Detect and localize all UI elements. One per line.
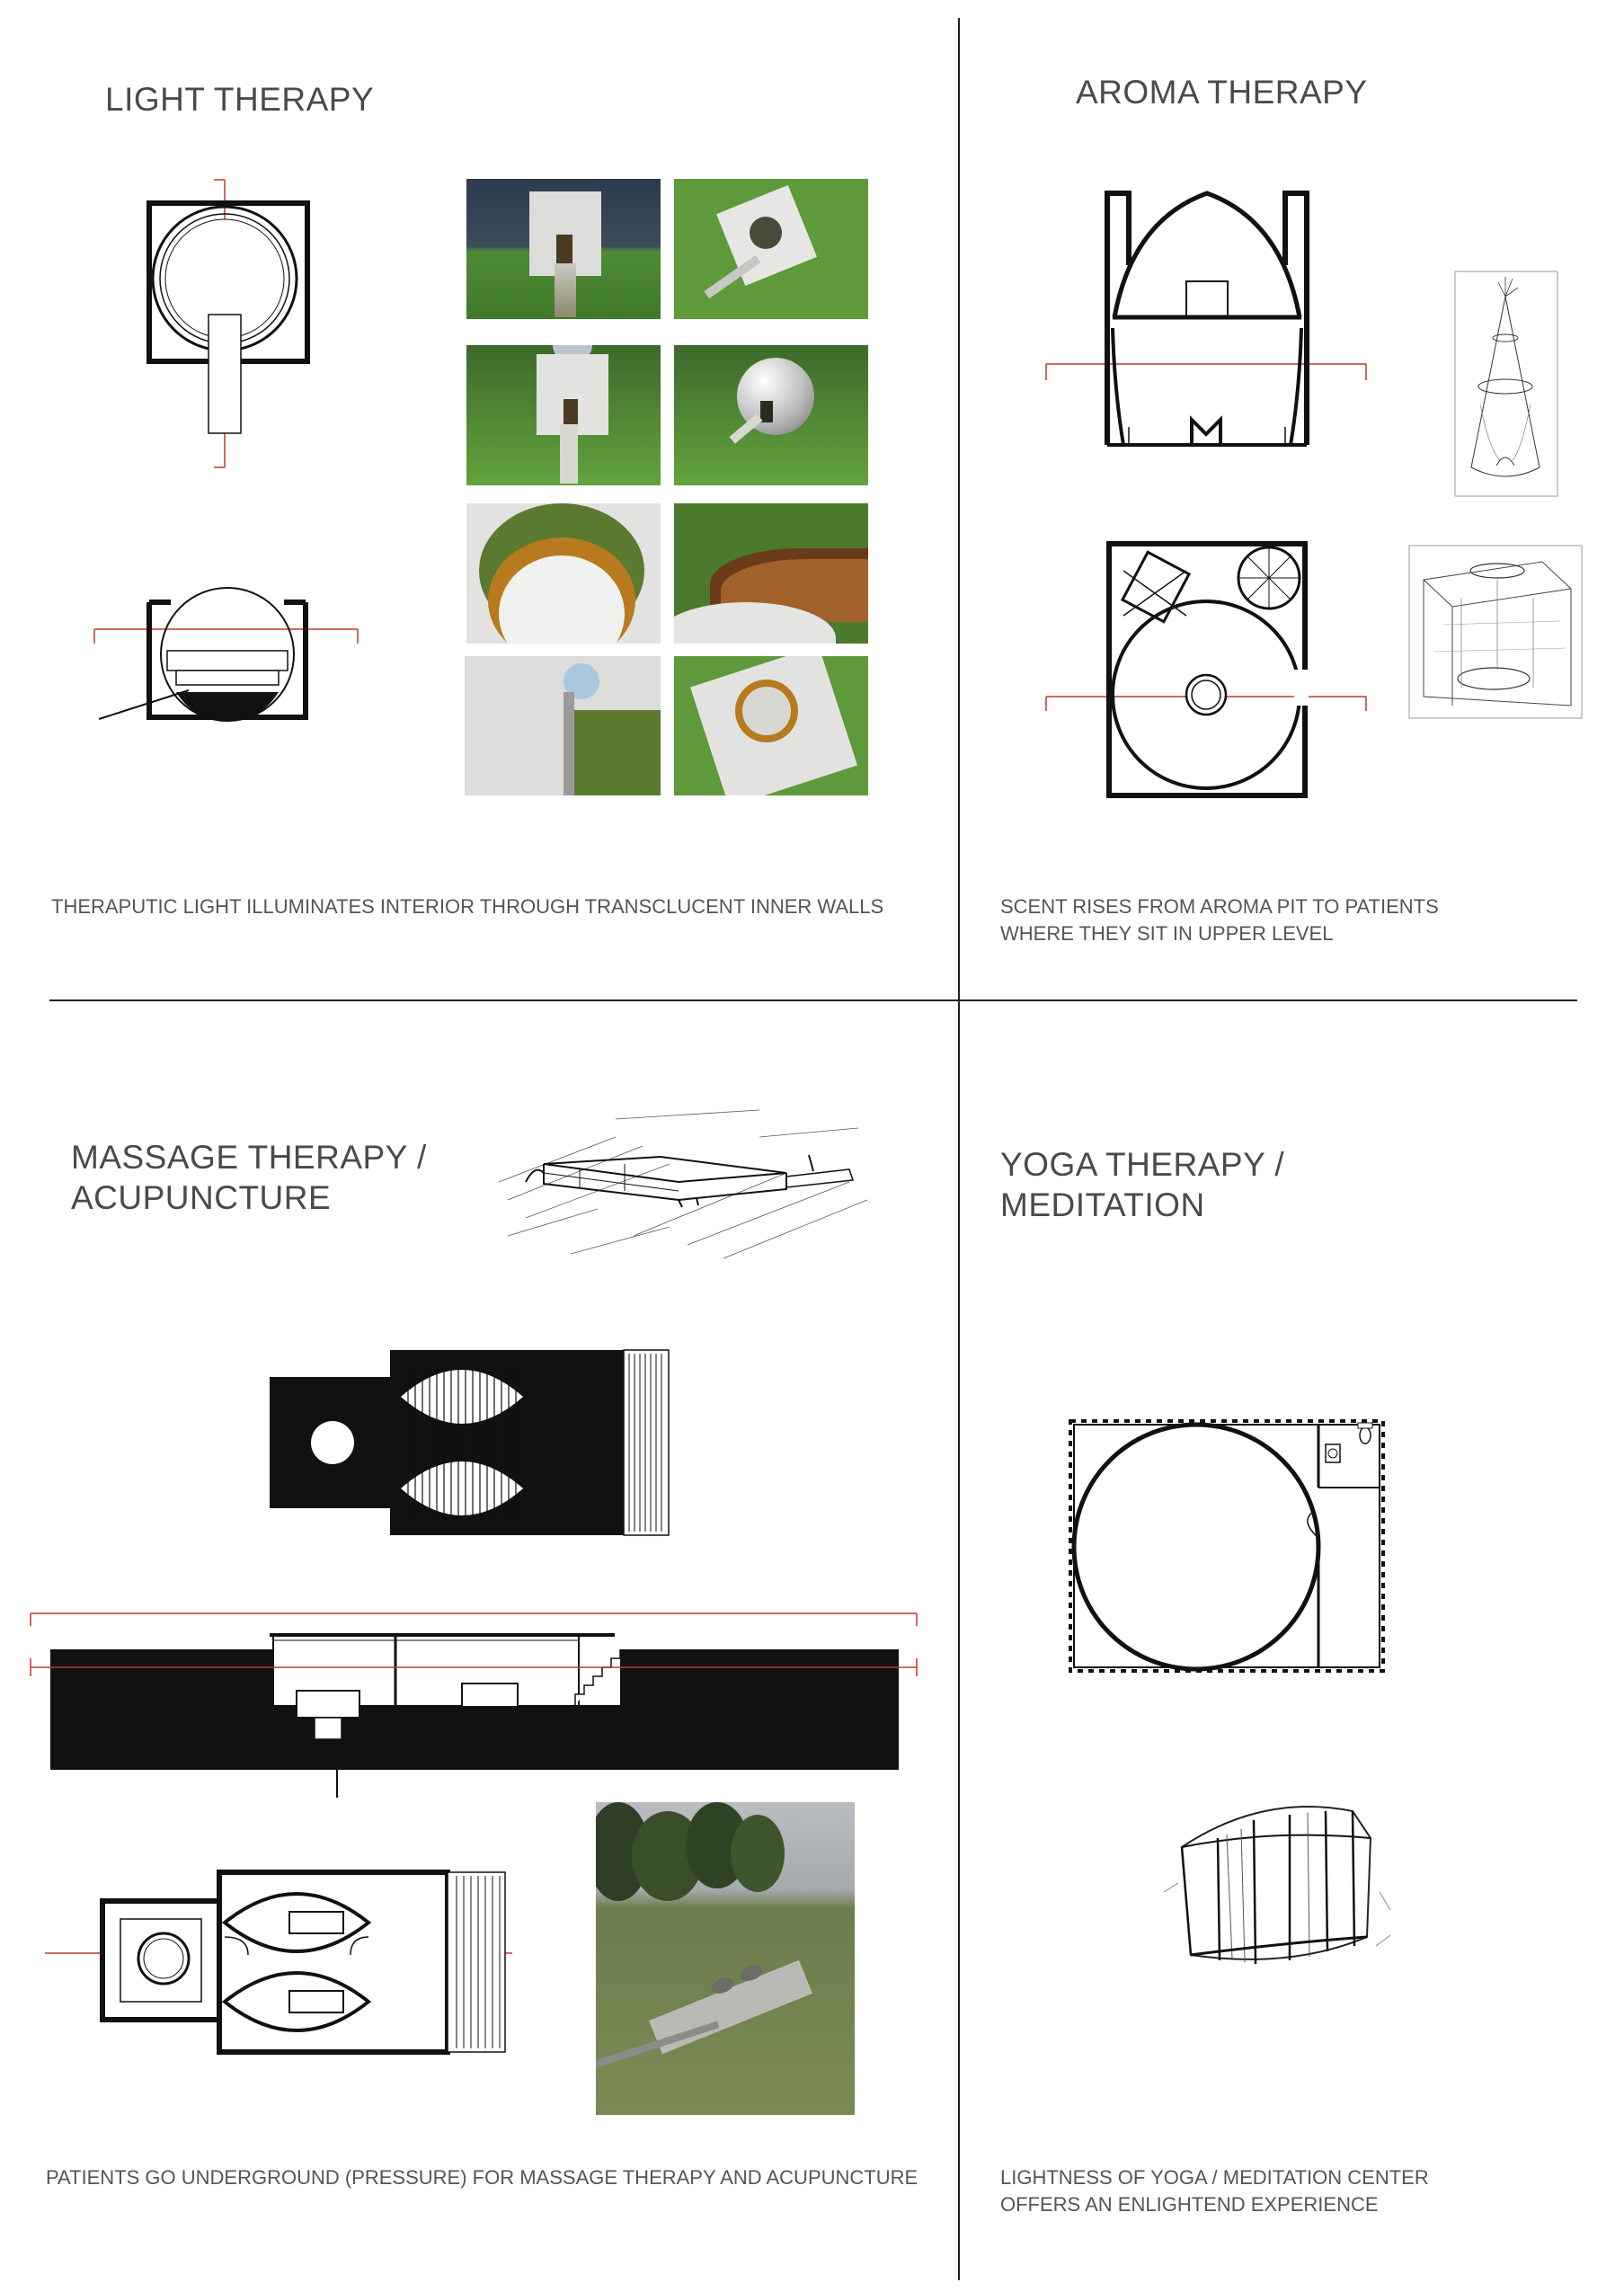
render-interior-seating bbox=[674, 503, 868, 644]
yoga-therapy-caption-line2: OFFERS AN ENLIGHTEND EXPERIENCE bbox=[1000, 2193, 1379, 2216]
yoga-therapy-title-line1: YOGA THERAPY / bbox=[1000, 1146, 1285, 1183]
light-therapy-section-drawing bbox=[90, 557, 368, 728]
render-sphere-opening bbox=[674, 656, 868, 795]
yoga-sketch bbox=[1155, 1784, 1398, 1973]
horizontal-divider bbox=[49, 999, 1577, 1001]
aroma-therapy-section-drawing bbox=[1043, 184, 1375, 454]
aroma-therapy-title: AROMA THERAPY bbox=[1076, 74, 1368, 111]
aroma-sketch-cone bbox=[1453, 270, 1561, 499]
massage-sketch bbox=[490, 1101, 876, 1267]
massage-therapy-caption: PATIENTS GO UNDERGROUND (PRESSURE) FOR MASSAGE THERAPY AND ACUPUNCTURE bbox=[46, 2166, 918, 2189]
massage-roof-plan bbox=[270, 1350, 674, 1535]
massage-long-section bbox=[27, 1604, 926, 1802]
yoga-therapy-caption-line1: LIGHTNESS OF YOGA / MEDITATION CENTER bbox=[1000, 2166, 1429, 2189]
massage-therapy-title-line1: MASSAGE THERAPY / bbox=[71, 1139, 427, 1176]
aroma-therapy-caption-line2: WHERE THEY SIT IN UPPER LEVEL bbox=[1000, 922, 1334, 945]
render-cube-top-view bbox=[674, 179, 868, 319]
render-interior-opening bbox=[466, 503, 661, 644]
aroma-therapy-caption-line1: SCENT RISES FROM AROMA PIT TO PATIENTS bbox=[1000, 895, 1439, 918]
render-sphere bbox=[674, 345, 868, 485]
vertical-divider-top bbox=[958, 18, 960, 1003]
massage-landscape-render bbox=[596, 1802, 855, 2115]
aroma-therapy-plan-drawing bbox=[1043, 535, 1375, 804]
render-cube-dome bbox=[466, 345, 661, 485]
massage-floor-plan bbox=[45, 1865, 512, 2059]
vertical-divider-bottom bbox=[958, 999, 960, 2280]
render-cube-exterior bbox=[466, 179, 661, 319]
aroma-sketch-box bbox=[1407, 544, 1584, 720]
massage-therapy-title-line2: ACUPUNCTURE bbox=[71, 1179, 332, 1216]
render-interior-wall bbox=[465, 656, 661, 795]
light-therapy-plan-drawing bbox=[135, 171, 333, 476]
yoga-therapy-title-line2: MEDITATION bbox=[1000, 1186, 1205, 1223]
light-therapy-title: LIGHT THERAPY bbox=[105, 81, 375, 118]
yoga-plan-drawing bbox=[1065, 1416, 1389, 1676]
light-therapy-caption: THERAPUTIC LIGHT ILLUMINATES INTERIOR THROUGH TRANSCLUCENT INNER WALLS bbox=[51, 895, 884, 918]
